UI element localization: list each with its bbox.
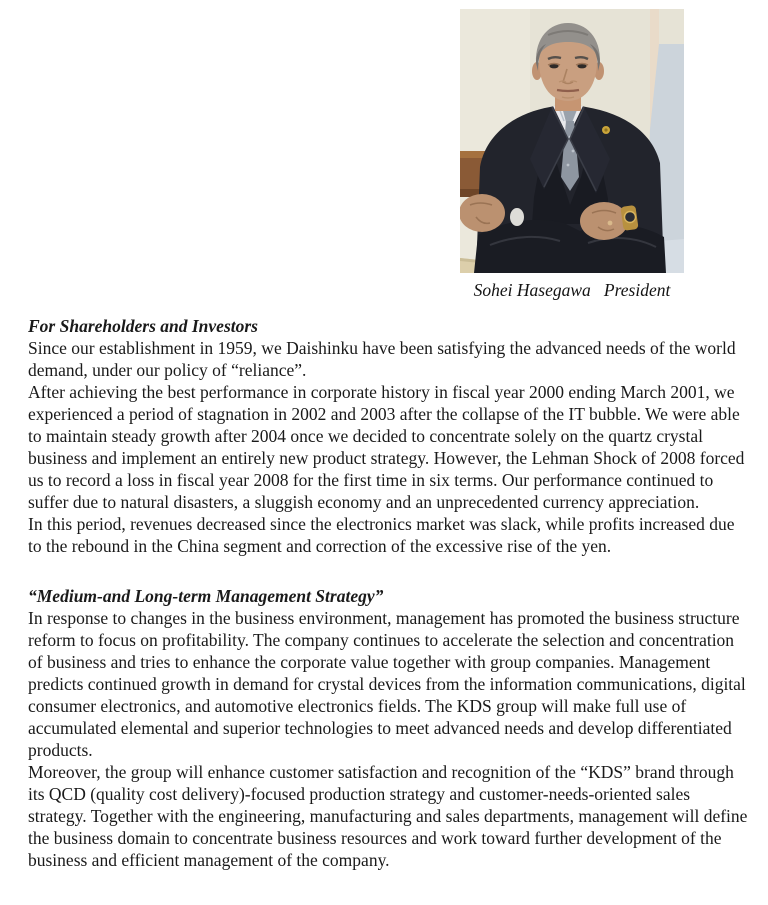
- paragraph: In response to changes in the business environment, management has promoted the business structure reform to focus on profitability. The company continues to accelerate the selection and concentration of business and tries to enhance the corporate value together with group companies. Management predicts continued growth in demand for crystal devices from the information communications, digital consumer electronics, and automotive electronics fields. The KDS group will make full use of accumulated elemental and superior technologies to meet advanced needs and develop differentiated products.: [28, 608, 746, 760]
- photo-caption: Sohei Hasegawa President: [473, 280, 671, 300]
- document-body: [28, 315, 748, 871]
- paragraph: Moreover, the group will enhance customer satisfaction and recognition of the “KDS” brand through its QCD (quality cost delivery)-focused production strategy and customer-needs-oriented sales strategy. Together with the engineering, manufacturing and sales departments, management will define the business domain to concentrate business resources and work toward further development of the business and efficient management of the company.: [28, 762, 748, 870]
- president-photo-illustration: [460, 9, 684, 273]
- president-photo-block: [460, 9, 684, 301]
- section-strategy: [28, 585, 748, 871]
- section-heading-strategy: “Medium-and Long-term Management Strategy”: [28, 586, 384, 606]
- president-photo: [460, 9, 684, 273]
- ring: [608, 221, 613, 226]
- section-shareholders: [28, 315, 748, 557]
- paragraph: After achieving the best performance in corporate history in fiscal year 2000 ending March 2001, we experienced a period of stagnation in 2002 and 2003 after the collapse of the IT bubble. We were able to maintain steady growth after 2004 once we decided to concentrate solely on the quartz crystal business and implement an entirely new product strategy. However, the Lehman Shock of 2008 forced us to record a loss in fiscal year 2008 for the first time in six terms. Our performance continued to suffer due to natural disasters, a sluggish economy and an unprecedented currency appreciation.: [28, 382, 745, 512]
- paragraph: In this period, revenues decreased since the electronics market was slack, while profits increased due to the rebound in the China segment and correction of the excessive rise of the yen.: [28, 514, 735, 556]
- section-heading-shareholders: For Shareholders and Investors: [28, 316, 258, 336]
- paragraph: Since our establishment in 1959, we Daishinku have been satisfying the advanced needs of the world demand, under our policy of “reliance”.: [28, 338, 736, 380]
